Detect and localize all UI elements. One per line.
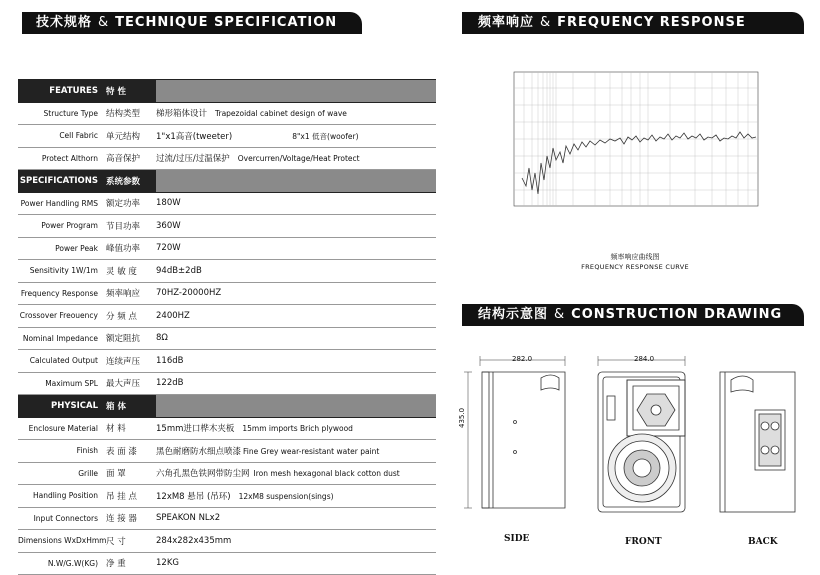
- row-label-en: Sensitivity 1W/1m: [18, 266, 104, 275]
- row-value: [156, 490, 436, 502]
- back-label: BACK: [748, 537, 778, 547]
- row-label-en: Calculated Output: [18, 356, 104, 365]
- section-label-cn: 箱 体: [104, 400, 156, 412]
- side-label: SIDE: [504, 534, 529, 544]
- spec-table: [18, 79, 436, 575]
- table-row: [18, 508, 436, 531]
- row-label-en: Maximum SPL: [18, 379, 104, 388]
- row-label-en: Input Connectors: [18, 514, 104, 523]
- row-label-cn: 吊 挂 点: [104, 490, 156, 502]
- row-label-cn: 表 面 漆: [104, 445, 156, 457]
- table-row: [18, 373, 436, 396]
- section-label-cn: 特 性: [104, 85, 156, 97]
- row-label-cn: 尺 寸: [104, 535, 156, 547]
- section-features: [18, 80, 436, 103]
- row-value-main: 梯形箱体设计: [156, 109, 207, 119]
- section-label-en: FEATURES: [18, 86, 104, 96]
- row-label-cn: 连 接 器: [104, 512, 156, 524]
- row-label-cn: 连续声压: [104, 355, 156, 367]
- section-label-en: SPECIFICATIONS: [18, 176, 104, 186]
- row-value: [156, 107, 436, 119]
- table-row: [18, 418, 436, 441]
- row-value: 8Ω: [156, 333, 436, 343]
- row-label-en: Grille: [18, 469, 104, 478]
- row-value-main: 过流/过压/过温保护: [156, 154, 230, 164]
- row-label-cn: 灵 敏 度: [104, 265, 156, 277]
- row-value: 2400HZ: [156, 311, 436, 321]
- row-value: 180W: [156, 198, 436, 208]
- spec-header: [22, 12, 362, 34]
- row-value: 94dB±2dB: [156, 266, 436, 276]
- row-value-main: 12xM8 悬吊 (吊环): [156, 492, 231, 502]
- row-label-en: Crossover Freouency: [18, 311, 104, 320]
- table-row: [18, 463, 436, 486]
- row-label-en: Frequency Response: [18, 289, 104, 298]
- row-label-en: Dimensions WxDxHmm: [18, 536, 104, 545]
- table-row: [18, 215, 436, 238]
- row-label-en: Protect Althorn: [18, 154, 104, 163]
- frequency-header-amp: &: [540, 15, 551, 30]
- section-physical: [18, 395, 436, 418]
- row-label-en: N.W/G.W(KG): [18, 559, 104, 568]
- front-width-dimension: 284.0: [634, 355, 654, 363]
- row-label-cn: 峰值功率: [104, 242, 156, 254]
- table-row: [18, 440, 436, 463]
- frequency-header-en: FREQUENCY RESPONSE: [557, 15, 746, 30]
- row-label-en: Handling Position: [18, 491, 104, 500]
- row-label-cn: 额定阻抗: [104, 332, 156, 344]
- row-label-cn: 材 料: [104, 422, 156, 434]
- row-label-cn: 面 罩: [104, 467, 156, 479]
- front-label: FRONT: [625, 537, 662, 547]
- table-row: [18, 350, 436, 373]
- row-label-cn: 高音保护: [104, 152, 156, 164]
- spec-header-en: TECHNIQUE SPECIFICATION: [115, 15, 337, 30]
- table-row: [18, 283, 436, 306]
- table-row: [18, 125, 436, 148]
- row-value: 720W: [156, 243, 436, 253]
- chart-gridlines: [514, 72, 758, 206]
- row-value: [156, 152, 436, 164]
- section-label-cn: 系统参数: [104, 175, 156, 187]
- row-value: 70HZ-20000HZ: [156, 288, 436, 298]
- construction-header-cn: 结构示意图: [478, 307, 548, 322]
- row-label-en: Power Handling RMS: [18, 199, 104, 208]
- row-label-en: Cell Fabric: [18, 131, 104, 140]
- row-label-cn: 单元结构: [104, 130, 156, 142]
- row-label-cn: 额定功率: [104, 197, 156, 209]
- row-value: [156, 467, 436, 479]
- table-row: [18, 485, 436, 508]
- frequency-caption-en: FREQUENCY RESPONSE CURVE: [560, 263, 710, 271]
- frequency-response-chart: [500, 68, 765, 216]
- row-value: [156, 130, 436, 142]
- response-curve: [522, 132, 756, 194]
- row-label-cn: 结构类型: [104, 107, 156, 119]
- front-view: [598, 356, 685, 512]
- row-value: 122dB: [156, 378, 436, 388]
- table-row: [18, 148, 436, 171]
- section-bar: [156, 80, 436, 102]
- row-label-cn: 最大声压: [104, 377, 156, 389]
- table-row: [18, 103, 436, 126]
- table-row: [18, 260, 436, 283]
- row-value-sub: 15mm imports Brich plywood: [242, 424, 353, 433]
- frequency-caption-cn: 频率响应曲线图: [580, 252, 690, 262]
- row-label-en: Structure Type: [18, 109, 104, 118]
- construction-header-amp: &: [554, 307, 565, 322]
- row-value-sub: Iron mesh hexagonal black cotton dust: [254, 469, 400, 478]
- row-label-cn: 节目功率: [104, 220, 156, 232]
- row-value: 12KG: [156, 558, 436, 568]
- row-label-en: Finish: [18, 446, 104, 455]
- section-specifications: [18, 170, 436, 193]
- row-value-sub: Overcurren/Voltage/Heat Protect: [238, 154, 360, 163]
- construction-drawing: [455, 350, 805, 530]
- row-value: 284x282x435mm: [156, 536, 436, 546]
- construction-header: [462, 304, 804, 326]
- row-value-sub: 8"x1 低音(woofer): [292, 132, 358, 141]
- row-label-en: Nominal Impedance: [18, 334, 104, 343]
- table-row: [18, 193, 436, 216]
- table-row: [18, 305, 436, 328]
- row-value-main: 1"x1高音(tweeter): [156, 132, 232, 142]
- row-value-sub: 12xM8 suspension(sings): [239, 492, 334, 501]
- row-label-en: Enclosure Material: [18, 424, 104, 433]
- spec-header-amp: &: [98, 15, 109, 30]
- section-bar: [156, 170, 436, 192]
- row-value: [156, 422, 436, 434]
- row-label-en: Power Program: [18, 221, 104, 230]
- row-label-cn: 净 重: [104, 557, 156, 569]
- table-row: [18, 328, 436, 351]
- table-row: [18, 530, 436, 553]
- row-value-main: 15mm进口桦木夹板: [156, 424, 234, 434]
- section-bar: [156, 395, 436, 417]
- table-row: [18, 553, 436, 575]
- frequency-header-cn: 频率响应: [478, 15, 534, 30]
- row-value: [156, 445, 436, 457]
- row-value: 360W: [156, 221, 436, 231]
- row-label-cn: 频率响应: [104, 287, 156, 299]
- row-value-main: 黑色耐磨防水细点喷漆: [156, 447, 241, 457]
- row-label-en: Power Peak: [18, 244, 104, 253]
- table-row: [18, 238, 436, 261]
- side-view: [464, 356, 565, 508]
- section-label-en: PHYSICAL: [18, 401, 104, 411]
- row-value-sub: Trapezoidal cabinet design of wave: [215, 109, 347, 118]
- side-width-dimension: 282.0: [512, 355, 532, 363]
- construction-header-en: CONSTRUCTION DRAWING: [571, 307, 782, 322]
- row-label-cn: 分 频 点: [104, 310, 156, 322]
- row-value-sub: Fine Grey wear-resistant water paint: [243, 447, 379, 456]
- height-dimension: 435.0: [458, 408, 466, 428]
- frequency-header: [462, 12, 804, 34]
- row-value-main: 六角孔黑色铁网带防尘网: [156, 469, 250, 479]
- row-value: SPEAKON NLx2: [156, 513, 436, 523]
- back-view: [720, 372, 795, 512]
- spec-header-cn: 技术规格: [36, 15, 92, 30]
- row-value: 116dB: [156, 356, 436, 366]
